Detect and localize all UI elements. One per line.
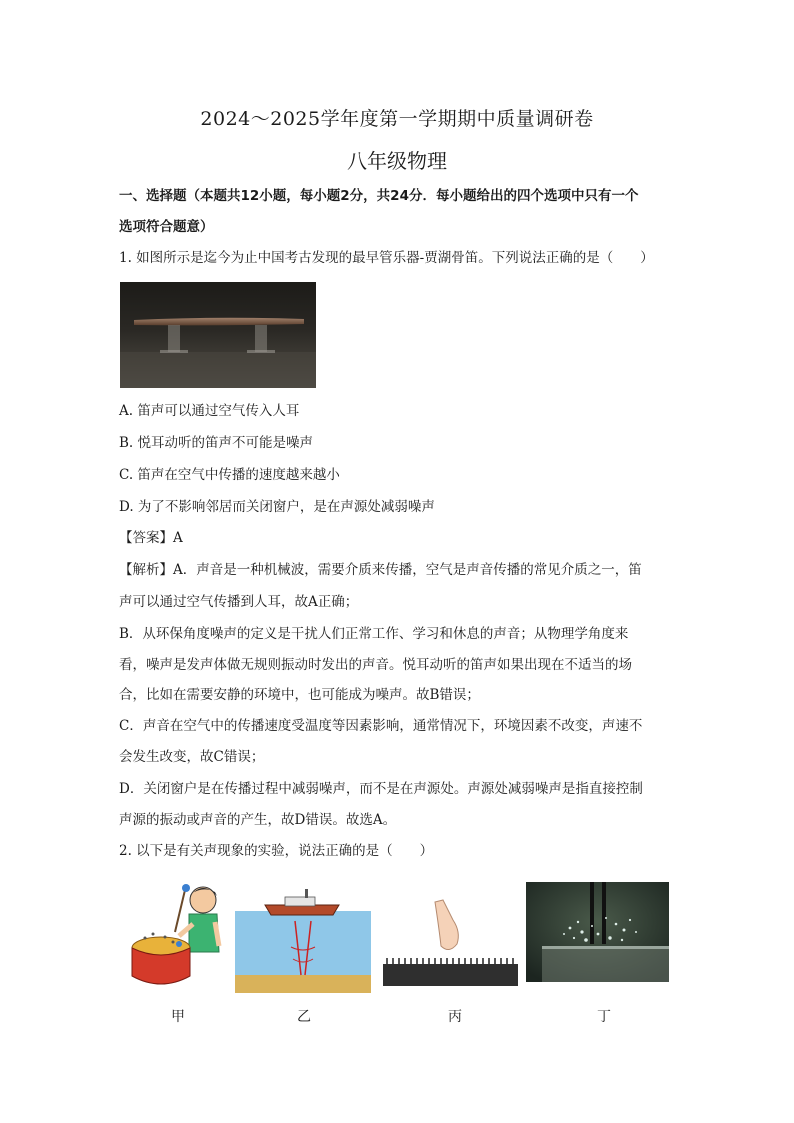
section-heading-line2: 选项符合题意）	[119, 219, 214, 235]
question-2-stem: 2. 以下是有关声现象的实验，说法正确的是（ ）	[119, 843, 434, 859]
bone-flute-photo	[120, 282, 316, 388]
q1-analysis-line: B．从环保角度噪声的定义是干扰人们正常工作、学习和休息的声音；从物理学角度来	[119, 626, 629, 642]
q1-answer: 【答案】A	[119, 530, 183, 546]
section-heading-line1: 一、选择题（本题共12小题，每小题2分，共24分．每小题给出的四个选项中只有一个	[119, 188, 639, 204]
q1-analysis-line: 合，比如在需要安静的环境中，也可能成为噪声。故B错误；	[119, 687, 480, 703]
exam-subtitle: 八年级物理	[347, 149, 447, 173]
q1-analysis-line: C．声音在空气中的传播速度受温度等因素影响，通常情况下，环境因素不改变，声速不	[119, 718, 643, 734]
question-1-stem: 1. 如图所示是迄今为止中国考古发现的最早管乐器-贾湖骨笛。下列说法正确的是（ ）	[119, 250, 654, 266]
comb-hand-illustration	[383, 898, 518, 986]
q1-analysis-line: 声源的振动或声音的产生，故D错误。故选A。	[119, 812, 397, 828]
q1-analysis-line: D．关闭窗户是在传播过程中减弱噪声，而不是在声源处。声源处减弱噪声是指直接控制	[119, 781, 643, 797]
q1-analysis-line: 会发生改变，故C错误；	[119, 749, 265, 765]
caption-jia: 甲	[171, 1009, 185, 1025]
exam-title: 2024～2025学年度第一学期期中质量调研卷	[200, 108, 594, 130]
ship-sonar-illustration	[235, 887, 371, 993]
drum-boy-illustration	[131, 882, 223, 994]
caption-yi: 乙	[297, 1009, 311, 1025]
q1-option-d: D. 为了不影响邻居而关闭窗户，是在声源处减弱噪声	[119, 499, 435, 515]
q1-option-c: C. 笛声在空气中传播的速度越来越小	[119, 467, 340, 483]
q1-analysis-line: 【解析】A．声音是一种机械波，需要介质来传播，空气是声音传播的常见介质之一，笛	[119, 562, 642, 578]
caption-bing: 丙	[448, 1009, 462, 1025]
q1-analysis-line: 看，噪声是发声体做无规则振动时发出的声音。悦耳动听的笛声如果出现在不适当的场	[119, 657, 632, 673]
q1-option-a: A. 笛声可以通过空气传入人耳	[119, 403, 300, 419]
q1-option-b: B. 悦耳动听的笛声不可能是噪声	[119, 435, 314, 451]
tuning-fork-water-photo	[526, 882, 669, 982]
caption-ding: 丁	[597, 1009, 611, 1025]
q1-analysis-line: 声可以通过空气传播到人耳，故A正确；	[119, 594, 359, 610]
